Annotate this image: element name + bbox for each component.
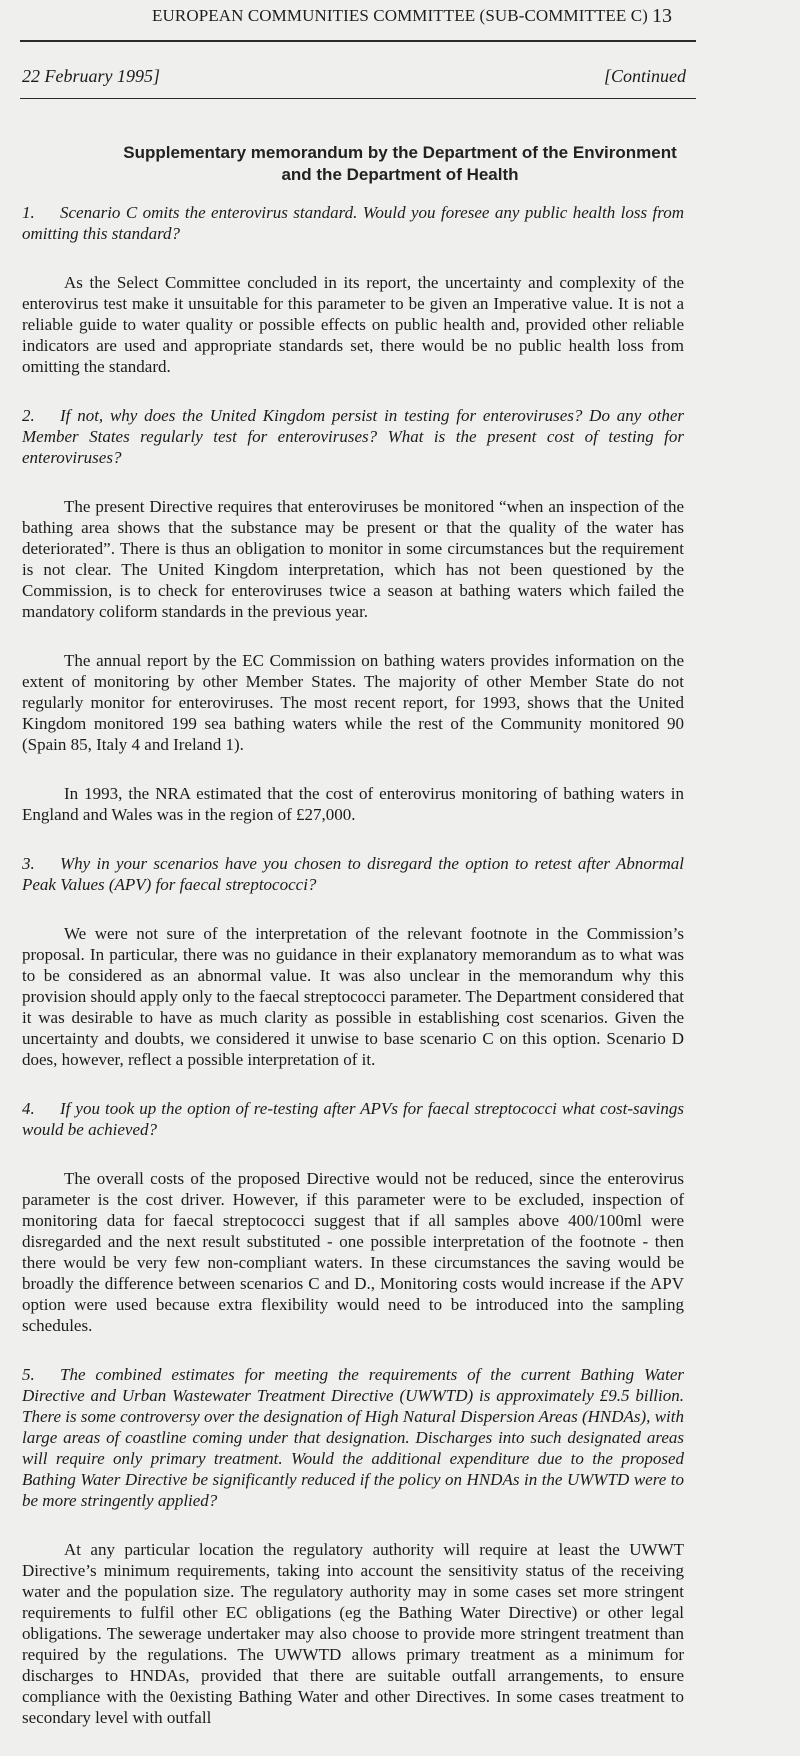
title-line-2: and the Department of Health	[281, 165, 519, 184]
question-4	[22, 1098, 684, 1140]
memorandum-title	[0, 142, 800, 186]
question-text: Why in your scenarios have you chosen to disregard the option to retest after Abnormal Peak Values (APV) for faecal streptococci?	[22, 854, 684, 894]
question-text: Scenario C omits the enterovirus standard. Would you foresee any public health loss from omitting this standard?	[22, 203, 684, 243]
question-number: 4.	[22, 1099, 35, 1118]
title-line-1: Supplementary memorandum by the Department of the Environment	[123, 143, 677, 162]
question-number: 2.	[22, 406, 35, 425]
answer-1: As the Select Committee concluded in its report, the uncertainty and complexity of the enterovirus test make it unsuitable for this parameter to be given an Imperative value. It is not a reliable guide to water quality or possible effects on public health and, provided other reliable indicators are used and appropriate standards set, there would be no public health loss from omitting the standard.	[22, 273, 684, 376]
running-head: EUROPEAN COMMUNITIES COMMITTEE (SUB-COMMITTEE C)	[152, 6, 648, 25]
continued-marker: [Continued	[603, 66, 686, 86]
question-1	[22, 202, 684, 244]
header-rule-top	[20, 40, 696, 42]
answer-2-paragraph-2: The annual report by the EC Commission on bathing waters provides information on the extent of monitoring by other Member States. The majority of other Member State do not regularly monitor for enteroviruses. The most recent report, for 1993, shows that the United Kingdom monitored 199 sea bathing waters while the rest of the Community monitored 90 (Spain 85, Italy 4 and Ireland 1).	[22, 651, 684, 754]
question-number: 3.	[22, 854, 35, 873]
header-rule-bottom	[20, 98, 696, 99]
page-number: 13	[652, 5, 672, 27]
question-text: The combined estimates for meeting the requirements of the current Bathing Water Directive and Urban Wastewater Treatment Directive (UWWTD) is approximately £9.5 billion. There is some controversy over the designation of High Natural Dispersion Areas (HNDAs), with large areas of coastline coming under that designation. Discharges into such designated areas will require only primary treatment. Would the additional expenditure due to the proposed Bathing Water Directive be significantly reduced if the policy on HNDAs in the UWWTD were to be more stringently applied?	[22, 1365, 684, 1510]
answer-4: The overall costs of the proposed Directive would not be reduced, since the enterovirus parameter is the cost driver. However, if this parameter were to be excluded, inspection of monitoring data for faecal streptococci suggest that if all samples above 400/100ml were disregarded and the next result substituted - one possible interpretation of the footnote - then there would be very few non-compliant waters. In these circumstances the saving would be broadly the difference between scenarios C and D., Monitoring costs would increase if the APV option were used because extra flexibility would need to be introduced into the sampling schedules.	[22, 1169, 684, 1335]
question-3	[22, 853, 684, 895]
memorandum-body	[22, 202, 684, 1756]
answer-5: At any particular location the regulatory authority will require at least the UWWT Directive’s minimum requirements, taking into account the sensitivity status of the receiving water and the population size. The regulatory authority may in some cases set more stringent requirements to fulfil other EC obligations (eg the Bathing Water Directive) or other legal obligations. The sewerage undertaker may also choose to provide more stringent treatment than required by the regulations. The UWWTD allows primary treatment as a minimum for discharges to HNDAs, provided that there are suitable outfall arrangements, to ensure compliance with the 0existing Bathing Water and other Directives. In some cases treatment to secondary level with outfall	[22, 1540, 684, 1727]
question-number: 5.	[22, 1365, 35, 1384]
question-2	[22, 405, 684, 468]
answer-2-paragraph-3: In 1993, the NRA estimated that the cost of enterovirus monitoring of bathing waters in England and Wales was in the region of £27,000.	[22, 784, 684, 824]
question-text: If you took up the option of re-testing after APVs for faecal streptococci what cost-savings would be achieved?	[22, 1099, 684, 1139]
answer-2-paragraph-1: The present Directive requires that enteroviruses be monitored “when an inspection of the bathing area shows that the substance may be present or that the quality of the water has deteriorated”. There is thus an obligation to monitor in some circumstances but the requirement is not clear. The United Kingdom interpretation, which has not been questioned by the Commission, is to check for enteroviruses twice a season at bathing waters which failed the mandatory coliform standards in the previous year.	[22, 497, 684, 621]
question-text: If not, why does the United Kingdom persist in testing for enteroviruses? Do any other Member States regularly test for enteroviruses? What is the present cost of testing for enteroviruses?	[22, 406, 684, 467]
question-number: 1.	[22, 203, 35, 222]
date-line: 22 February 1995]	[22, 66, 160, 86]
question-5	[22, 1364, 684, 1511]
answer-3: We were not sure of the interpretation of the relevant footnote in the Commission’s proposal. In particular, there was no guidance in their explanatory memorandum as to what was to be considered as an abnormal value. It was also unclear in the memorandum why this provision should apply only to the faecal streptococci parameter. The Department considered that it was desirable to have as much clarity as possible in establishing cost scenarios. Given the uncertainty and doubts, we considered it unwise to base scenario C on this option. Scenario D does, however, reflect a possible interpretation of it.	[22, 924, 684, 1069]
